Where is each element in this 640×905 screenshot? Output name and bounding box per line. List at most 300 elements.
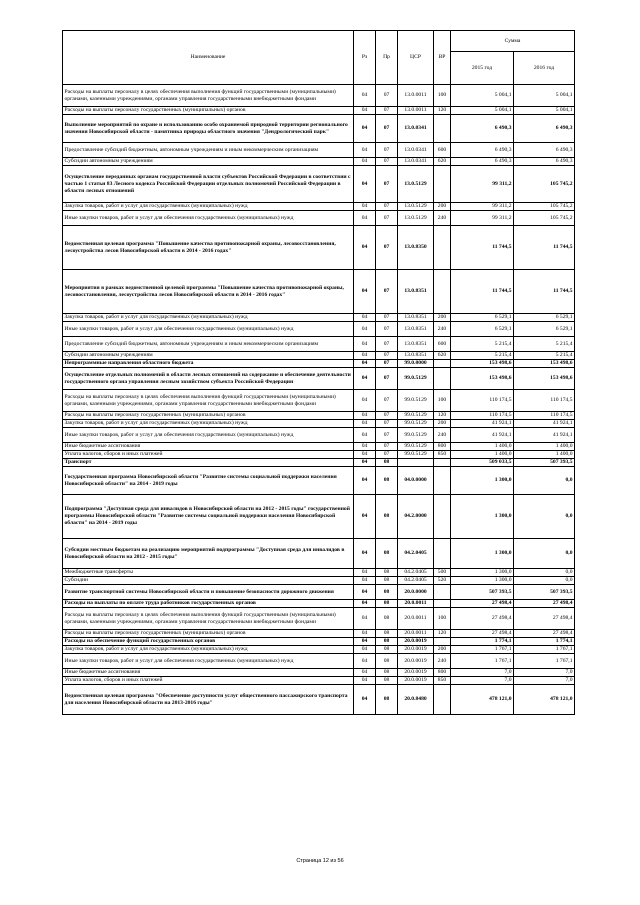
row-csr: 13.0.0341: [398, 143, 434, 158]
row-sum-2015: 507 393,5: [451, 585, 514, 600]
row-name: Субсидии автономным учреждениям: [63, 352, 354, 360]
row-rz: 04: [354, 569, 376, 577]
row-pr: 08: [376, 495, 398, 539]
header-pr: Пр: [376, 31, 398, 85]
row-name: Предоставление субсидий бюджетным, автономным учреждениям и иным некоммерческим организациям: [63, 337, 354, 352]
row-rz: 04: [354, 107, 376, 115]
row-sum-2015: 509 033,5: [451, 459, 514, 467]
row-csr: 20.0.0011: [398, 630, 434, 638]
row-rz: 04: [354, 638, 376, 646]
row-sum-2016: 6 490,3: [514, 115, 575, 143]
row-csr: 99.0.5129: [398, 443, 434, 451]
row-vr: [434, 467, 451, 495]
row-sum-2015: 6 490,3: [451, 158, 514, 166]
table-row: [63, 539, 575, 569]
row-vr: 850: [434, 451, 451, 459]
row-sum-2015: 153 498,6: [451, 368, 514, 390]
row-vr: 500: [434, 569, 451, 577]
row-sum-2015: 1 300,0: [451, 495, 514, 539]
table-row: [63, 143, 575, 158]
row-csr: 99.0.5129: [398, 420, 434, 428]
row-vr: [434, 539, 451, 569]
row-sum-2016: 0,0: [514, 577, 575, 585]
row-sum-2015: 1 300,0: [451, 577, 514, 585]
row-rz: 04: [354, 451, 376, 459]
row-csr: 13.0.5129: [398, 203, 434, 211]
row-name: Закупка товаров, работ и услуг для государственных (муниципальных) нужд: [63, 314, 354, 322]
row-sum-2016: 7,0: [514, 677, 575, 685]
row-csr: 13.0.8351: [398, 352, 434, 360]
row-sum-2015: 153 498,6: [451, 360, 514, 368]
row-sum-2015: 6 529,1: [451, 314, 514, 322]
table-row: [63, 352, 575, 360]
header-name: Наименование: [63, 31, 354, 85]
row-rz: 04: [354, 203, 376, 211]
row-vr: 200: [434, 420, 451, 428]
row-name: Осуществление отдельных полномочий в области лесных отношений на содержание и обеспечение деятельности государственного органа управления лесным хозяйством субъекта Российской Федерации: [63, 368, 354, 390]
row-sum-2016: 11 744,5: [514, 270, 575, 314]
row-vr: [434, 360, 451, 368]
row-pr: 07: [376, 143, 398, 158]
table-row: [63, 322, 575, 337]
row-vr: [434, 270, 451, 314]
row-csr: 20.0.0019: [398, 654, 434, 669]
row-rz: 04: [354, 443, 376, 451]
row-rz: 04: [354, 270, 376, 314]
row-csr: 13.0.5129: [398, 211, 434, 226]
row-rz: 04: [354, 360, 376, 368]
row-sum-2015: 1 400,0: [451, 443, 514, 451]
row-vr: 120: [434, 107, 451, 115]
row-pr: 07: [376, 166, 398, 203]
row-vr: 240: [434, 428, 451, 443]
row-sum-2016: 1 767,1: [514, 654, 575, 669]
row-vr: [434, 600, 451, 608]
row-sum-2016: 27 498,4: [514, 600, 575, 608]
row-pr: 07: [376, 337, 398, 352]
row-csr: 99.0.5129: [398, 368, 434, 390]
table-row: [63, 685, 575, 715]
row-pr: 08: [376, 600, 398, 608]
row-name: Развитие транспортной системы Новосибирской области и повышение безопасности дорожного движения: [63, 585, 354, 600]
row-name: Расходы на выплаты персоналу в целях обеспечения выполнения функций государственными (муниципальными) органами, казенными учреждениями, органами управления государственными внебюджетными фондами: [63, 608, 354, 630]
header-2015: 2015 год: [451, 52, 514, 85]
row-vr: [434, 368, 451, 390]
row-csr: 04.2.0405: [398, 539, 434, 569]
row-vr: 240: [434, 211, 451, 226]
row-sum-2015: 99 311,2: [451, 203, 514, 211]
row-pr: 07: [376, 368, 398, 390]
row-name: Расходы на обеспечение функций государственных органов: [63, 638, 354, 646]
row-sum-2016: 110 174,5: [514, 390, 575, 412]
row-rz: 04: [354, 158, 376, 166]
row-sum-2016: 105 745,2: [514, 203, 575, 211]
row-vr: [434, 115, 451, 143]
row-pr: 08: [376, 459, 398, 467]
row-csr: 13.0.8351: [398, 337, 434, 352]
table-row: [63, 646, 575, 654]
row-csr: 20.0.0000: [398, 585, 434, 600]
page-footer: Страница 12 из 56: [296, 858, 344, 864]
row-vr: [434, 166, 451, 203]
row-name: Расходы на выплаты персоналу государственных (муниципальных) органов: [63, 412, 354, 420]
row-pr: 07: [376, 443, 398, 451]
row-pr: 08: [376, 577, 398, 585]
table-row: [63, 608, 575, 630]
row-vr: 600: [434, 143, 451, 158]
row-sum-2015: 41 924,1: [451, 428, 514, 443]
table-row: [63, 451, 575, 459]
table-row: [63, 360, 575, 368]
row-csr: 99.0.5129: [398, 451, 434, 459]
table-row: [63, 390, 575, 412]
row-pr: 07: [376, 352, 398, 360]
row-sum-2015: 1 300,0: [451, 467, 514, 495]
row-pr: 07: [376, 226, 398, 270]
row-pr: 07: [376, 390, 398, 412]
row-vr: 200: [434, 646, 451, 654]
row-pr: 08: [376, 677, 398, 685]
row-name: Непрограммные направления областного бюджета: [63, 360, 354, 368]
row-sum-2016: 1 400,0: [514, 451, 575, 459]
row-sum-2015: 5 004,1: [451, 85, 514, 107]
row-name: Субсидии местным бюджетам на реализацию мероприятий подпрограммы "Доступная среда для инвалидов в Новосибирской области на 2012 - 2015 годы": [63, 539, 354, 569]
table-row: [63, 85, 575, 107]
row-name: Расходы на выплаты персоналу в целях обеспечения выполнения функций государственными (муниципальными) органами, казенными учреждениями, органами управления государственными внебюджетными фондами: [63, 390, 354, 412]
row-csr: 13.0.0011: [398, 107, 434, 115]
row-csr: 13.0.8351: [398, 314, 434, 322]
row-sum-2016: 507 393,5: [514, 585, 575, 600]
row-sum-2015: 5 215,4: [451, 352, 514, 360]
row-name: Государственная программа Новосибирской области "Развитие системы социальной поддержки населения Новосибирской области" на 2014 - 2019 годы: [63, 467, 354, 495]
row-name: Иные закупки товаров, работ и услуг для обеспечения государственных (муниципальных) нужд: [63, 654, 354, 669]
row-name: Транспорт: [63, 459, 354, 467]
row-sum-2016: 6 529,1: [514, 322, 575, 337]
budget-page: [62, 30, 574, 715]
row-pr: 07: [376, 412, 398, 420]
row-sum-2015: 1 774,1: [451, 638, 514, 646]
row-sum-2015: 1 767,1: [451, 646, 514, 654]
table-row: [63, 368, 575, 390]
table-row: [63, 337, 575, 352]
row-rz: 04: [354, 646, 376, 654]
header-vr: ВР: [434, 31, 451, 85]
header-2016: 2016 год: [514, 52, 575, 85]
row-name: Расходы на выплаты персоналу в целях обеспечения выполнения функций государственными (муниципальными) органами, казенными учреждениями, органами управления государственными внебюджетными фондами: [63, 85, 354, 107]
table-row: [63, 115, 575, 143]
row-csr: 20.0.0019: [398, 638, 434, 646]
row-sum-2015: 6 490,3: [451, 143, 514, 158]
row-name: Предоставление субсидий бюджетным, автономным учреждениям и иным некоммерческим организациям: [63, 143, 354, 158]
row-vr: 240: [434, 654, 451, 669]
row-sum-2016: 11 744,5: [514, 226, 575, 270]
row-pr: 08: [376, 685, 398, 715]
row-rz: 04: [354, 467, 376, 495]
row-pr: 07: [376, 420, 398, 428]
row-sum-2015: 1 300,0: [451, 539, 514, 569]
table-row: [63, 495, 575, 539]
row-vr: [434, 685, 451, 715]
row-pr: 08: [376, 630, 398, 638]
row-rz: 04: [354, 685, 376, 715]
table-row: [63, 585, 575, 600]
row-csr: 04.2.0405: [398, 577, 434, 585]
table-row: [63, 638, 575, 646]
table-row: [63, 677, 575, 685]
row-sum-2016: 5 215,4: [514, 337, 575, 352]
row-csr: [398, 459, 434, 467]
row-name: Иные закупки товаров, работ и услуг для обеспечения государственных (муниципальных) нужд: [63, 322, 354, 337]
row-rz: 04: [354, 143, 376, 158]
row-csr: 99.0.5129: [398, 428, 434, 443]
row-csr: 99.0.0000: [398, 360, 434, 368]
row-rz: 04: [354, 459, 376, 467]
row-sum-2015: 6 529,1: [451, 322, 514, 337]
row-pr: 07: [376, 270, 398, 314]
row-sum-2016: 1 767,1: [514, 646, 575, 654]
header-rz: Рз: [354, 31, 376, 85]
table-row: [63, 158, 575, 166]
row-csr: 99.0.5129: [398, 412, 434, 420]
row-sum-2015: 41 924,1: [451, 420, 514, 428]
row-vr: 120: [434, 630, 451, 638]
row-pr: 07: [376, 451, 398, 459]
row-sum-2016: 153 498,6: [514, 360, 575, 368]
header-csr: ЦСР: [398, 31, 434, 85]
table-row: [63, 600, 575, 608]
row-name: Субсидии: [63, 577, 354, 585]
row-sum-2016: 1 774,1: [514, 638, 575, 646]
row-sum-2015: 5 004,1: [451, 107, 514, 115]
table-row: [63, 420, 575, 428]
row-pr: 07: [376, 203, 398, 211]
table-body: [63, 85, 575, 715]
row-vr: 520: [434, 577, 451, 585]
row-sum-2016: 6 490,3: [514, 143, 575, 158]
row-rz: 04: [354, 539, 376, 569]
row-vr: 800: [434, 669, 451, 677]
row-sum-2015: 7,0: [451, 669, 514, 677]
row-csr: 13.0.0011: [398, 85, 434, 107]
row-csr: 13.0.8351: [398, 270, 434, 314]
row-csr: 13.0.0341: [398, 115, 434, 143]
row-csr: 20.0.0019: [398, 677, 434, 685]
table-row: [63, 211, 575, 226]
row-rz: 04: [354, 420, 376, 428]
table-row: [63, 270, 575, 314]
row-name: Ведомственная целевая программа "Обеспечение доступности услуг общественного пассажирского транспорта для населения Новосибирской области на 2013-2016 годы": [63, 685, 354, 715]
row-sum-2016: 41 924,1: [514, 428, 575, 443]
row-pr: 07: [376, 107, 398, 115]
row-csr: 13.0.0341: [398, 158, 434, 166]
row-rz: 04: [354, 412, 376, 420]
row-sum-2015: 27 498,4: [451, 630, 514, 638]
row-sum-2016: 5 004,1: [514, 107, 575, 115]
row-pr: 07: [376, 158, 398, 166]
row-vr: 120: [434, 412, 451, 420]
row-vr: 200: [434, 314, 451, 322]
row-rz: 04: [354, 669, 376, 677]
row-csr: 13.0.8350: [398, 226, 434, 270]
row-csr: 20.0.0019: [398, 669, 434, 677]
row-sum-2016: 5 004,1: [514, 85, 575, 107]
row-csr: 13.0.8351: [398, 322, 434, 337]
row-sum-2016: 6 529,1: [514, 314, 575, 322]
row-csr: 04.2.0000: [398, 495, 434, 539]
row-sum-2015: 110 174,5: [451, 412, 514, 420]
row-csr: 20.0.0011: [398, 600, 434, 608]
budget-table: [62, 30, 575, 715]
row-name: Иные бюджетные ассигнования: [63, 669, 354, 677]
table-row: [63, 467, 575, 495]
table-row: [63, 443, 575, 451]
row-sum-2016: 153 498,6: [514, 368, 575, 390]
row-rz: 04: [354, 226, 376, 270]
row-sum-2015: 1 767,1: [451, 654, 514, 669]
row-pr: 07: [376, 314, 398, 322]
row-name: Уплата налогов, сборов и иных платежей: [63, 451, 354, 459]
row-sum-2015: 6 490,3: [451, 115, 514, 143]
row-name: Мероприятия в рамках ведомственной целевой программы "Повышение качества противопожарной охраны, лесовосстановления, лесоустройства лесов Новосибирской области в 2014 - 2016 годах": [63, 270, 354, 314]
row-rz: 04: [354, 677, 376, 685]
row-csr: 20.0.0019: [398, 646, 434, 654]
row-vr: 620: [434, 352, 451, 360]
row-sum-2015: 27 498,4: [451, 608, 514, 630]
row-vr: [434, 495, 451, 539]
row-sum-2016: 110 174,5: [514, 412, 575, 420]
row-pr: 08: [376, 646, 398, 654]
row-name: Уплата налогов, сборов и иных платежей: [63, 677, 354, 685]
row-name: Субсидии автономным учреждениям: [63, 158, 354, 166]
row-csr: 20.0.8480: [398, 685, 434, 715]
row-rz: 04: [354, 630, 376, 638]
row-pr: 07: [376, 360, 398, 368]
row-sum-2016: 1 400,0: [514, 443, 575, 451]
row-sum-2016: 41 924,1: [514, 420, 575, 428]
table-row: [63, 630, 575, 638]
row-name: Ведомственная целевая программа "Повышение качества противопожарной охраны, лесовосстановления, лесоустройства лесов Новосибирской области в 2014 - 2016 годах": [63, 226, 354, 270]
row-sum-2016: 27 498,4: [514, 608, 575, 630]
row-vr: 600: [434, 337, 451, 352]
row-name: Межбюджетные трансферты: [63, 569, 354, 577]
row-rz: 04: [354, 428, 376, 443]
row-rz: 04: [354, 115, 376, 143]
row-vr: 850: [434, 677, 451, 685]
row-pr: 08: [376, 467, 398, 495]
row-vr: 100: [434, 608, 451, 630]
row-sum-2015: 99 311,2: [451, 211, 514, 226]
row-sum-2016: 105 745,2: [514, 166, 575, 203]
row-rz: 04: [354, 608, 376, 630]
row-pr: 07: [376, 211, 398, 226]
row-sum-2015: 27 498,4: [451, 600, 514, 608]
row-sum-2015: 11 744,5: [451, 226, 514, 270]
row-name: Закупка товаров, работ и услуг для государственных (муниципальных) нужд: [63, 203, 354, 211]
table-row: [63, 669, 575, 677]
row-name: Расходы на выплаты персоналу государственных (муниципальных) органов: [63, 107, 354, 115]
table-row: [63, 412, 575, 420]
row-name: Осуществление переданных органам государственной власти субъектов Российской Федерации в соответствии с частью 1 статьи 83 Лесного кодекса Российской Федерации отдельных полномочий Российской Федерации в области лесных отношений: [63, 166, 354, 203]
row-name: Расходы на выплаты по оплате труда работников государственных органов: [63, 600, 354, 608]
row-sum-2016: 0,0: [514, 569, 575, 577]
row-vr: [434, 226, 451, 270]
row-sum-2016: 7,0: [514, 669, 575, 677]
row-rz: 04: [354, 352, 376, 360]
row-name: Иные закупки товаров, работ и услуг для обеспечения государственных (муниципальных) нужд: [63, 428, 354, 443]
table-row: [63, 569, 575, 577]
row-sum-2016: 105 745,2: [514, 211, 575, 226]
row-rz: 04: [354, 85, 376, 107]
row-sum-2015: 1 400,0: [451, 451, 514, 459]
row-sum-2015: 1 300,0: [451, 569, 514, 577]
header-sum: Сумма: [451, 31, 575, 52]
row-sum-2016: 0,0: [514, 467, 575, 495]
row-csr: 99.0.5129: [398, 390, 434, 412]
table-row: [63, 203, 575, 211]
row-sum-2015: 7,0: [451, 677, 514, 685]
row-vr: 800: [434, 443, 451, 451]
row-vr: 100: [434, 85, 451, 107]
row-name: Расходы на выплаты персоналу государственных (муниципальных) органов: [63, 630, 354, 638]
row-name: Закупка товаров, работ и услуг для государственных (муниципальных) нужд: [63, 646, 354, 654]
row-sum-2016: 27 498,4: [514, 630, 575, 638]
row-rz: 04: [354, 577, 376, 585]
row-pr: 07: [376, 115, 398, 143]
table-row: [63, 577, 575, 585]
table-row: [63, 654, 575, 669]
row-sum-2015: 5 215,4: [451, 337, 514, 352]
row-name: Закупка товаров, работ и услуг для государственных (муниципальных) нужд: [63, 420, 354, 428]
row-pr: 08: [376, 654, 398, 669]
table-row: [63, 107, 575, 115]
row-pr: 08: [376, 608, 398, 630]
row-pr: 08: [376, 585, 398, 600]
table-row: [63, 314, 575, 322]
row-vr: [434, 459, 451, 467]
row-rz: 04: [354, 337, 376, 352]
row-csr: 04.0.0000: [398, 467, 434, 495]
row-sum-2016: 507 393,5: [514, 459, 575, 467]
row-pr: 07: [376, 85, 398, 107]
row-csr: 13.0.5129: [398, 166, 434, 203]
table-row: [63, 226, 575, 270]
row-sum-2016: 0,0: [514, 539, 575, 569]
row-vr: [434, 585, 451, 600]
row-pr: 07: [376, 322, 398, 337]
row-sum-2015: 478 121,0: [451, 685, 514, 715]
row-name: Выполнение мероприятий по охране и использованию особо охраняемой природной территории регионального значения Новосибирской области - памятника природы областного значения "Дендрологический парк": [63, 115, 354, 143]
row-sum-2015: 99 311,2: [451, 166, 514, 203]
table-row: [63, 166, 575, 203]
row-rz: 04: [354, 368, 376, 390]
row-vr: [434, 638, 451, 646]
row-name: Иные бюджетные ассигнования: [63, 443, 354, 451]
row-pr: 08: [376, 569, 398, 577]
row-sum-2016: 6 490,3: [514, 158, 575, 166]
row-sum-2016: 478 121,0: [514, 685, 575, 715]
row-sum-2015: 11 744,5: [451, 270, 514, 314]
row-rz: 04: [354, 654, 376, 669]
row-pr: 07: [376, 428, 398, 443]
row-rz: 04: [354, 585, 376, 600]
row-vr: 100: [434, 390, 451, 412]
row-name: Подпрограмма "Доступная среда для инвалидов в Новосибирской области на 2012 - 2015 годы" государственной программы Новосибирской области "Развитие системы социальной поддержки населения Новосибирской области" на 2014 - 2019 годы: [63, 495, 354, 539]
table-row: [63, 428, 575, 443]
row-sum-2016: 0,0: [514, 495, 575, 539]
row-rz: 04: [354, 495, 376, 539]
row-pr: 08: [376, 638, 398, 646]
row-sum-2016: 5 215,4: [514, 352, 575, 360]
